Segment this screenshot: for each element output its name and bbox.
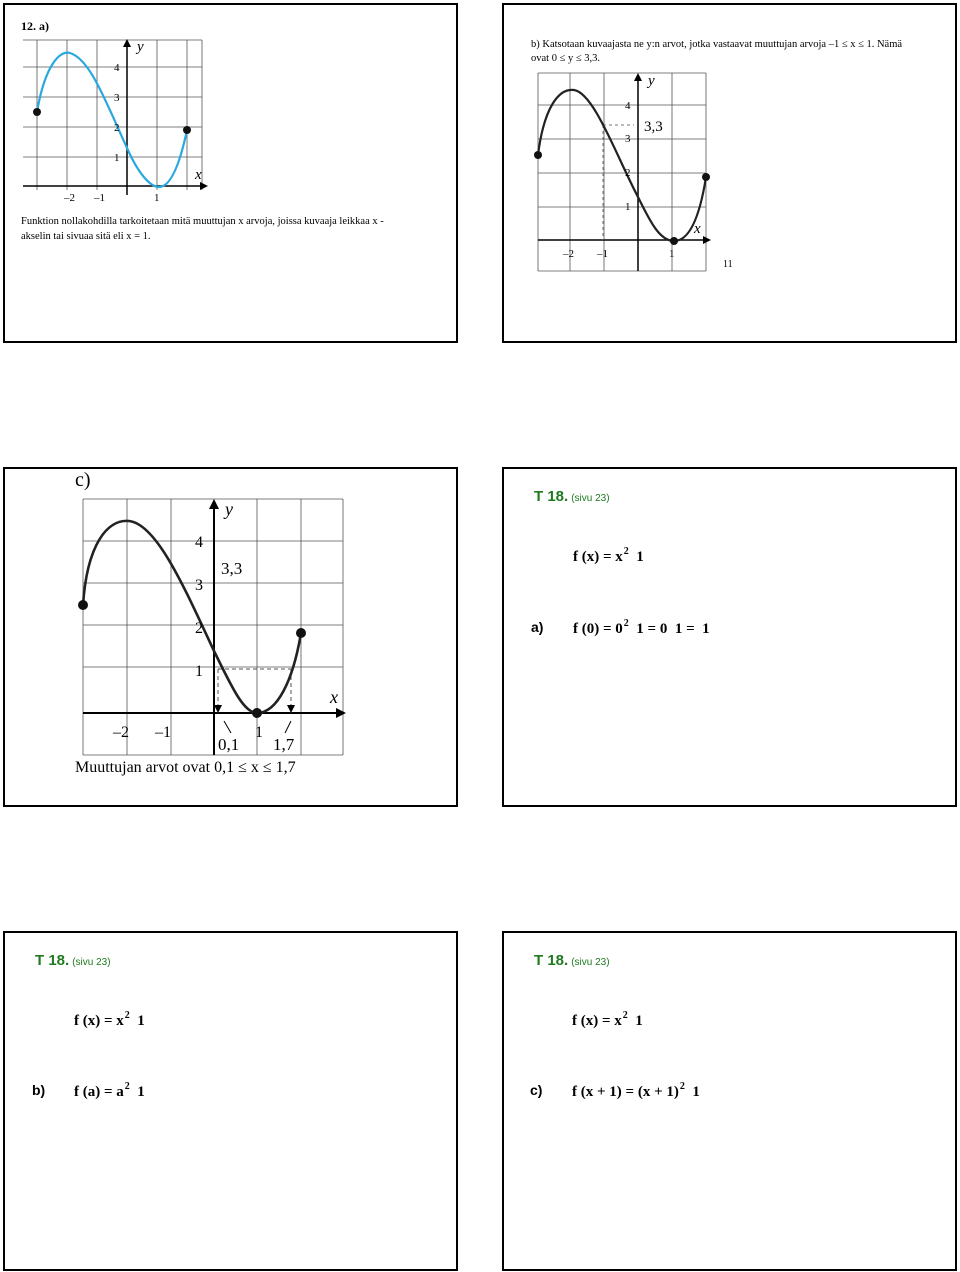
x-tick-minus2: –2 [563, 248, 574, 260]
part-exponent: 2 [679, 1081, 685, 1092]
function-definition [572, 1010, 643, 1030]
part-exponent: 2 [623, 618, 629, 629]
graph-a [5, 5, 456, 341]
part-equation [573, 618, 710, 638]
value-label: 3,3 [221, 559, 243, 578]
definition-tail: 1 [129, 1013, 145, 1029]
y-tick-3: 3 [195, 577, 203, 594]
endpoint-left [78, 600, 88, 610]
part-label: a) [531, 619, 544, 635]
title-note: (sivu 23) [571, 493, 610, 504]
y-tick-2: 2 [114, 122, 120, 134]
x-tick-minus2: –2 [64, 192, 75, 204]
x-axis-label: x [195, 167, 202, 183]
function-curve [83, 521, 301, 713]
slide-6-t18-c [502, 931, 957, 1271]
y-tick-2: 2 [195, 620, 203, 637]
x-axis-label: x [330, 687, 338, 707]
y-axis-label: y [648, 73, 655, 89]
y-axis-arrow [209, 499, 219, 509]
x-tick-1: 1 [255, 724, 263, 741]
exercise-heading: 12. a) [21, 19, 49, 33]
part-label: b) [32, 1082, 46, 1098]
x-axis-arrow [703, 236, 711, 244]
x-tick-minus1: –1 [155, 724, 171, 741]
explanation-line-1: b) Katsotaan kuvaajasta ne y:n arvot, jotka vastaavat muuttujan arvoja –1 ≤ x ≤ 1. Nämä [531, 39, 903, 50]
slide-5-t18-b [3, 931, 458, 1271]
root-right-label: 1,7 [273, 735, 295, 754]
part-lhs: f (a) = a [74, 1084, 124, 1100]
title-text: T 18. [35, 952, 70, 969]
part-tail: 1 [129, 1084, 145, 1100]
function-curve [538, 90, 706, 241]
endpoint-right [296, 628, 306, 638]
title-text: T 18. [534, 488, 569, 505]
slide-1-zeros-graph [3, 3, 458, 343]
endpoint-right [183, 126, 191, 134]
definition-exponent: 2 [622, 1010, 628, 1021]
slide-3-domain-graph [3, 467, 458, 807]
value-label: 3,3 [644, 119, 663, 135]
y-tick-1: 1 [625, 201, 631, 213]
y-axis-arrow [634, 73, 642, 81]
minimum-point [670, 237, 678, 245]
explanation-line-1: Funktion nollakohdilla tarkoitetaan mitä muuttujan x arvoja, joissa kuvaaja leikkaa x - [21, 216, 384, 227]
title-text: T 18. [534, 952, 569, 969]
graph-c [5, 469, 456, 805]
definition-lhs: f (x) = x [572, 1013, 622, 1029]
part-lhs: f (x + 1) = (x + 1) [572, 1084, 679, 1100]
slide-4-t18-a [502, 467, 957, 807]
y-tick-2: 2 [625, 167, 631, 179]
x-tick-minus1: –1 [597, 248, 608, 260]
pointer-right [285, 721, 291, 733]
part-equation [74, 1081, 145, 1101]
y-tick-1: 1 [195, 663, 203, 680]
root-left-label: 0,1 [218, 735, 240, 754]
endpoint-left [534, 151, 542, 159]
endpoint-left [33, 108, 41, 116]
part-equation [572, 1081, 700, 1101]
y-axis-label: y [225, 499, 233, 519]
x-axis-label: x [694, 221, 701, 237]
grid [538, 73, 706, 271]
title-note: (sivu 23) [72, 957, 111, 968]
function-definition [573, 546, 644, 566]
part-exponent: 2 [124, 1081, 130, 1092]
x-axis-arrow [336, 708, 346, 718]
definition-tail: 1 [627, 1013, 643, 1029]
y-tick-4: 4 [195, 534, 203, 551]
x-tick-1: 1 [154, 192, 160, 204]
endpoint-right [702, 173, 710, 181]
y-tick-1: 1 [114, 152, 120, 164]
slide-2-range-graph [502, 3, 957, 343]
y-tick-4: 4 [114, 62, 120, 74]
exercise-heading: c) [75, 469, 91, 491]
slide-title [534, 952, 610, 969]
arrow-right-root [287, 705, 295, 713]
x-tick-1: 1 [669, 248, 675, 260]
slide-title [534, 488, 610, 505]
minimum-point [252, 708, 262, 718]
arrow-left-root [214, 705, 222, 713]
definition-lhs: f (x) = x [573, 549, 623, 565]
y-axis-label: y [137, 39, 144, 55]
x-tick-minus2: –2 [113, 724, 129, 741]
definition-lhs: f (x) = x [74, 1013, 124, 1029]
y-tick-3: 3 [625, 133, 631, 145]
title-note: (sivu 23) [571, 957, 610, 968]
pointer-left [224, 721, 231, 733]
conclusion-text: Muuttujan arvot ovat 0,1 ≤ x ≤ 1,7 [75, 759, 296, 776]
definition-exponent: 2 [623, 546, 629, 557]
x-tick-minus1: –1 [94, 192, 105, 204]
y-tick-3: 3 [114, 92, 120, 104]
graph-b [504, 5, 955, 341]
part-lhs: f (0) = 0 [573, 621, 623, 637]
slide-title [35, 952, 111, 969]
part-tail: 1 = 0 1 = 1 [628, 621, 710, 637]
definition-exponent: 2 [124, 1010, 130, 1021]
y-tick-4: 4 [625, 100, 631, 112]
explanation-line-2: akselin tai sivuaa sitä eli x = 1. [21, 231, 151, 242]
page-number: 11 [723, 259, 733, 270]
explanation-line-2: ovat 0 ≤ y ≤ 3,3. [531, 53, 600, 64]
part-tail: 1 [684, 1084, 700, 1100]
definition-tail: 1 [628, 549, 644, 565]
part-label: c) [530, 1082, 543, 1098]
function-curve [37, 53, 187, 187]
x-axis-arrow [200, 182, 208, 190]
function-definition [74, 1010, 145, 1030]
